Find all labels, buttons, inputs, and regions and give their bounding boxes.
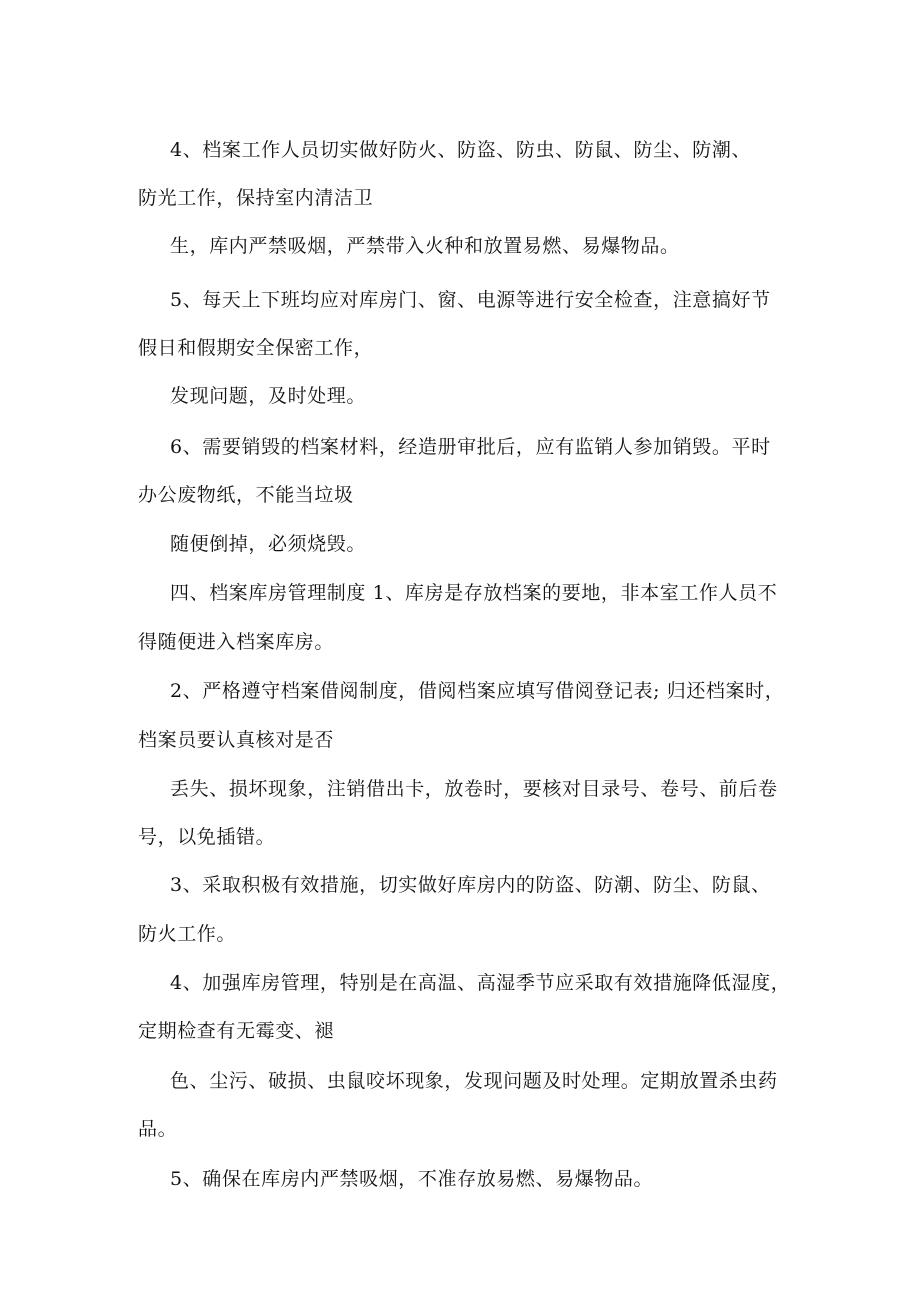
text-line: 4、加强库房管理，特别是在高温、高湿季节应采取有效措施降低湿度， [170, 972, 791, 994]
text-line: 四、档案库房管理制度 1、库房是存放档案的要地，非本室工作人员不 [170, 582, 778, 604]
text-line: 品。 [138, 1118, 178, 1140]
text-line: 办公废物纸，不能当垃圾 [138, 484, 354, 506]
text-line: 丢失、损坏现象，注销借出卡，放卷时，要核对目录号、卷号、前后卷 [170, 778, 778, 800]
text-line: 5、确保在库房内严禁吸烟，不准存放易燃、易爆物品。 [170, 1168, 654, 1190]
text-line: 2、严格遵守档案借阅制度，借阅档案应填写借阅登记表; 归还档案时， [170, 680, 785, 702]
text-line: 假日和假期安全保密工作， [138, 337, 374, 359]
text-line: 发现问题，及时处理。 [170, 385, 367, 407]
text-line: 色、尘污、破损、虫鼠咬坏现象，发现问题及时处理。定期放置杀虫药 [170, 1070, 778, 1092]
text-line: 号，以免插错。 [138, 826, 276, 848]
text-line: 5、每天上下班均应对库房门、窗、电源等进行安全检查，注意搞好节 [170, 289, 771, 311]
text-line: 档案员要认真核对是否 [138, 729, 335, 751]
text-line: 定期检查有无霉变、褪 [138, 1020, 335, 1042]
text-line: 6、需要销毁的档案材料，经造册审批后，应有监销人参加销毁。平时 [170, 436, 771, 458]
text-line: 得随便进入档案库房。 [138, 631, 335, 653]
text-line: 4、档案工作人员切实做好防火、防盗、防虫、防鼠、防尘、防潮、 [170, 139, 752, 161]
text-line: 生，库内严禁吸烟，严禁带入火种和放置易燃、易爆物品。 [170, 235, 680, 257]
text-line: 随便倒掉，必须烧毁。 [170, 533, 367, 555]
text-line: 防火工作。 [138, 923, 237, 945]
text-line: 防光工作，保持室内清洁卫 [138, 187, 374, 209]
text-line: 3、采取积极有效措施，切实做好库房内的防盗、防潮、防尘、防鼠、 [170, 874, 771, 896]
